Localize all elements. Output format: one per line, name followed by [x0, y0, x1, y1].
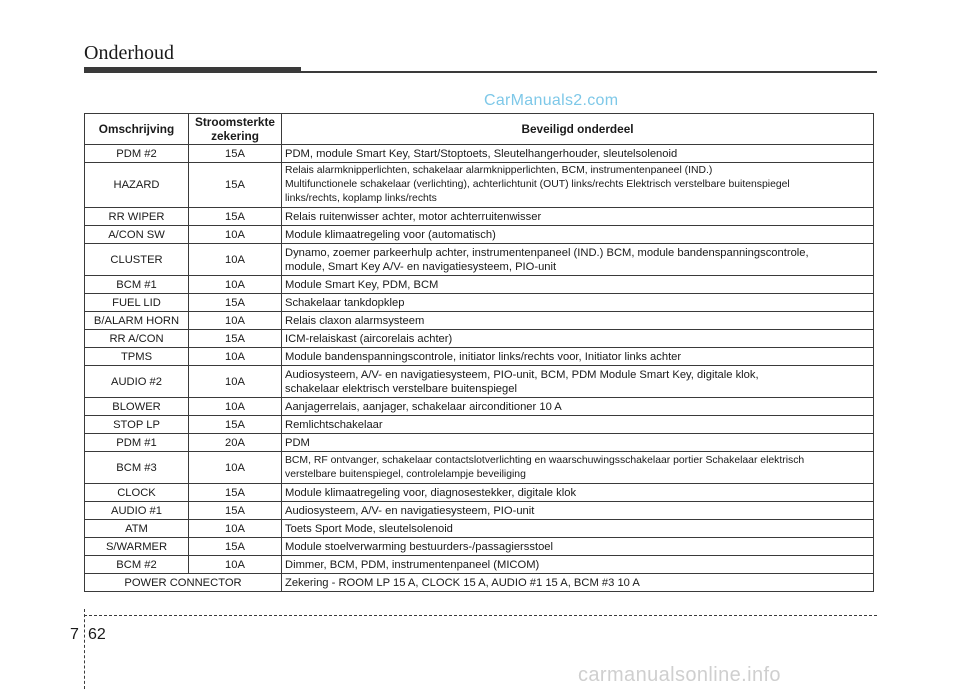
cell-protected-component [282, 434, 874, 452]
table-row [85, 366, 874, 398]
component-line: schakelaar elektrisch verstelbare buitenspiegel [285, 382, 517, 395]
table-row [85, 520, 874, 538]
table-body [85, 145, 874, 592]
cell-description: BCM #2 [85, 556, 189, 574]
cell-fuse-rating: 10A [189, 348, 282, 366]
cell-description: RR A/CON [85, 330, 189, 348]
cell-fuse-rating: 15A [189, 330, 282, 348]
table-row [85, 538, 874, 556]
table-header-row [85, 114, 874, 145]
table-row [85, 244, 874, 276]
table-row [85, 484, 874, 502]
cell-fuse-rating: 10A [189, 276, 282, 294]
cell-fuse-rating: 10A [189, 556, 282, 574]
table-row [85, 556, 874, 574]
cell-fuse-rating: 10A [189, 244, 282, 276]
cell-protected-component [282, 556, 874, 574]
table-row [85, 294, 874, 312]
cell-protected-component [282, 520, 874, 538]
cell-fuse-rating: 10A [189, 520, 282, 538]
watermark-bottom: carmanualsonline.info [578, 664, 781, 686]
cell-description: STOP LP [85, 416, 189, 434]
component-line: Multifunctionele schakelaar (verlichting), achterlichtunit (OUT) links/rechts Elektrisch verstelbare buitenspiegel [285, 179, 790, 190]
header-rule-thick [84, 67, 301, 73]
cell-description: BCM #3 [85, 452, 189, 484]
cell-description: AUDIO #2 [85, 366, 189, 398]
cell-fuse-rating: 15A [189, 163, 282, 208]
component-line: Relais claxon alarmsysteem [285, 314, 425, 327]
component-line: Dynamo, zoemer parkeerhulp achter, instrumentenpaneel (IND.) BCM, module bandenspanningscontrole, [285, 246, 809, 259]
component-line: Module Smart Key, PDM, BCM [285, 278, 439, 291]
cell-description: POWER CONNECTOR [85, 574, 282, 592]
table-row [85, 434, 874, 452]
cell-fuse-rating: 15A [189, 208, 282, 226]
cell-description: TPMS [85, 348, 189, 366]
fuse-table [84, 113, 874, 592]
component-line: Toets Sport Mode, sleutelsolenoid [285, 522, 453, 535]
component-line: PDM, module Smart Key, Start/Stoptoets, Sleutelhangerhouder, sleutelsolenoid [285, 147, 678, 160]
cell-description: HAZARD [85, 163, 189, 208]
cell-description: ATM [85, 520, 189, 538]
cell-fuse-rating: 15A [189, 294, 282, 312]
cell-protected-component [282, 348, 874, 366]
table-row [85, 348, 874, 366]
cell-protected-component [282, 163, 874, 208]
component-line: Module klimaatregeling voor, diagnosestekker, digitale klok [285, 486, 577, 499]
cell-description: AUDIO #1 [85, 502, 189, 520]
cell-protected-component [282, 452, 874, 484]
component-line: ICM-relaiskast (aircorelais achter) [285, 332, 453, 345]
header-fuse-rating: Stroomsterkte zekering [189, 114, 282, 145]
cell-fuse-rating: 20A [189, 434, 282, 452]
component-line: Zekering - ROOM LP 15 A, CLOCK 15 A, AUDIO #1 15 A, BCM #3 10 A [285, 576, 640, 589]
component-line: verstelbare buitenspiegel, controlelampje beveiliging [285, 468, 526, 480]
cell-protected-component [282, 244, 874, 276]
component-line: Remlichtschakelaar [285, 418, 383, 431]
page-number: 62 [88, 626, 106, 643]
cell-fuse-rating: 10A [189, 452, 282, 484]
cell-fuse-rating: 15A [189, 538, 282, 556]
cell-protected-component [282, 145, 874, 163]
chapter-number: 7 [70, 626, 79, 643]
cell-description: BLOWER [85, 398, 189, 416]
cell-description: B/ALARM HORN [85, 312, 189, 330]
table-row [85, 312, 874, 330]
cell-protected-component [282, 538, 874, 556]
table-row [85, 452, 874, 484]
cell-fuse-rating: 15A [189, 484, 282, 502]
cell-fuse-rating: 15A [189, 145, 282, 163]
table-row [85, 226, 874, 244]
header-protected-component: Beveiligd onderdeel [282, 114, 874, 145]
component-line: Schakelaar tankdopklep [285, 296, 405, 309]
table-row [85, 416, 874, 434]
cell-protected-component [282, 330, 874, 348]
component-line: module, Smart Key A/V- en navigatiesysteem, PIO-unit [285, 260, 557, 273]
component-line: Module stoelverwarming bestuurders-/passagiersstoel [285, 540, 554, 553]
component-line: Relais alarmknipperlichten, schakelaar alarmknipperlichten, BCM, instrumentenpaneel (IND.) [285, 165, 713, 176]
cell-protected-component [282, 312, 874, 330]
cell-protected-component [282, 416, 874, 434]
table-row [85, 163, 874, 208]
component-line: Module bandenspanningscontrole, initiator links/rechts voor, Initiator links achter [285, 350, 682, 363]
component-line: Module klimaatregeling voor (automatisch) [285, 228, 496, 241]
cell-fuse-rating: 10A [189, 226, 282, 244]
watermark-top: CarManuals2.com [484, 92, 619, 109]
component-line: PDM [285, 436, 310, 449]
component-line: BCM, RF ontvanger, schakelaar contactslotverlichting en waarschuwingsschakelaar portier Schakelaar elektrisch [285, 454, 805, 466]
footer-horizontal-rule [84, 615, 877, 616]
table-row [85, 330, 874, 348]
cell-description: S/WARMER [85, 538, 189, 556]
cell-protected-component [282, 226, 874, 244]
table-row [85, 574, 874, 592]
cell-description: CLOCK [85, 484, 189, 502]
cell-protected-component [282, 276, 874, 294]
table-row [85, 502, 874, 520]
table-row [85, 145, 874, 163]
footer-vertical-rule [84, 609, 85, 689]
component-line: Audiosysteem, A/V- en navigatiesysteem, PIO-unit, BCM, PDM Module Smart Key, digitale klok, [285, 368, 759, 381]
cell-description: FUEL LID [85, 294, 189, 312]
table-row [85, 398, 874, 416]
component-line: links/rechts, koplamp links/rechts [285, 193, 437, 204]
cell-protected-component [282, 366, 874, 398]
component-line: Aanjagerrelais, aanjager, schakelaar airconditioner 10 A [285, 400, 562, 413]
cell-protected-component [282, 484, 874, 502]
cell-fuse-rating: 15A [189, 502, 282, 520]
cell-fuse-rating: 15A [189, 416, 282, 434]
page-section-title: Onderhoud [84, 42, 174, 64]
table-row [85, 208, 874, 226]
cell-protected-component [282, 502, 874, 520]
table-row [85, 276, 874, 294]
component-line: Audiosysteem, A/V- en navigatiesysteem, PIO-unit [285, 504, 535, 517]
cell-protected-component [282, 574, 874, 592]
header-rule-thin [301, 71, 877, 73]
header-description: Omschrijving [85, 114, 189, 145]
cell-description: RR WIPER [85, 208, 189, 226]
cell-description: A/CON SW [85, 226, 189, 244]
cell-protected-component [282, 398, 874, 416]
cell-description: PDM #2 [85, 145, 189, 163]
cell-fuse-rating: 10A [189, 312, 282, 330]
cell-description: PDM #1 [85, 434, 189, 452]
cell-fuse-rating: 10A [189, 398, 282, 416]
cell-description: BCM #1 [85, 276, 189, 294]
cell-description: CLUSTER [85, 244, 189, 276]
component-line: Dimmer, BCM, PDM, instrumentenpaneel (MICOM) [285, 558, 540, 571]
cell-fuse-rating: 10A [189, 366, 282, 398]
component-line: Relais ruitenwisser achter, motor achterruitenwisser [285, 210, 542, 223]
cell-protected-component [282, 208, 874, 226]
cell-protected-component [282, 294, 874, 312]
